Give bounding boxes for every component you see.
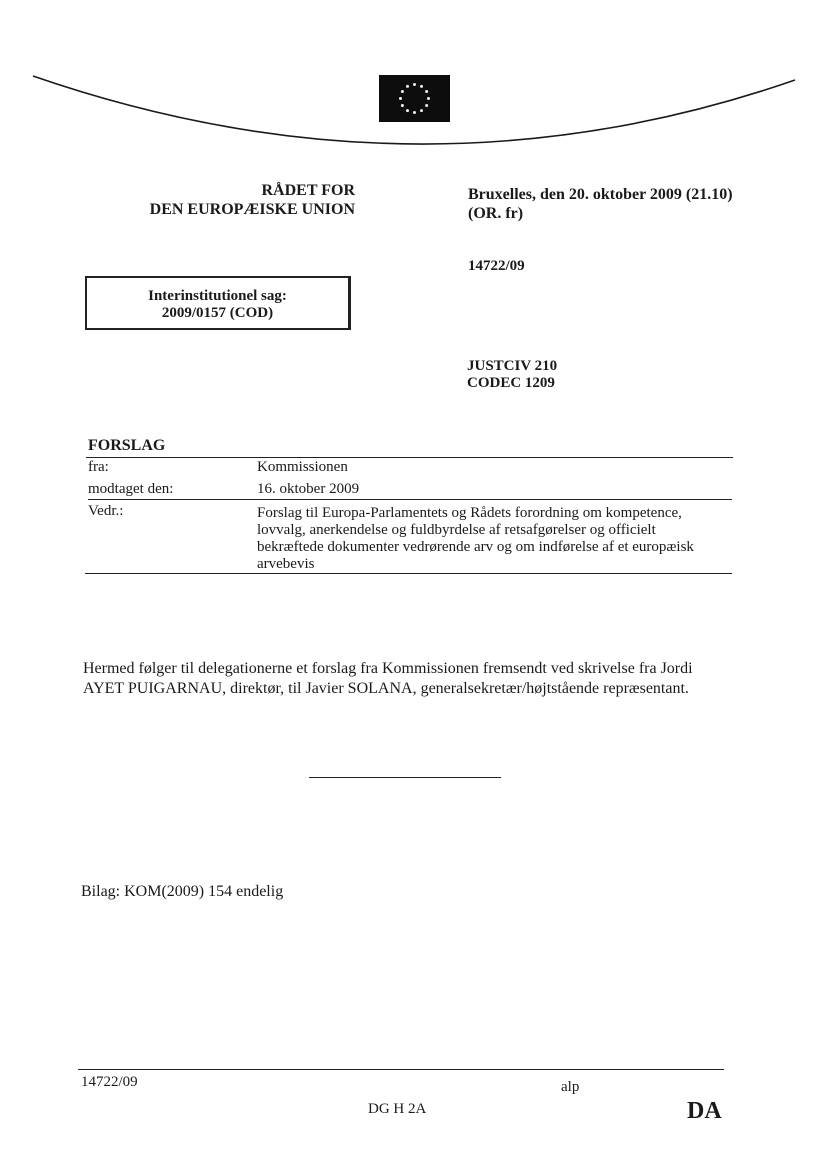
- flag-star: [399, 97, 402, 100]
- flag-star: [401, 90, 404, 93]
- from-value: Kommissionen: [257, 459, 348, 475]
- subject-line: Forslag til Europa-Parlamentets og Rådets forordning om kompetence,: [257, 505, 682, 521]
- institution-line-2: DEN EUROPÆISKE UNION: [149, 201, 355, 218]
- proposal-top-rule: [86, 457, 733, 458]
- footer-department: DG H 2A: [368, 1101, 427, 1117]
- subject-line: lovvalg, anerkendelse og fuldbyrdelse af retsafgørelser og officielt: [257, 522, 656, 538]
- code-justciv: JUSTCIV 210: [467, 358, 558, 374]
- footer-initials: alp: [561, 1079, 580, 1095]
- flag-star: [406, 109, 409, 112]
- subject-label: Vedr.:: [88, 503, 124, 519]
- subject-value: [257, 505, 732, 573]
- institution-line-1: RÅDET FOR: [261, 182, 355, 199]
- subject-line: bekræftede dokumenter vedrørende arv og om indførelse af et europæisk: [257, 539, 694, 555]
- body-paragraph: [83, 659, 803, 699]
- flag-star: [427, 97, 430, 100]
- flag-star: [425, 104, 428, 107]
- proposal-heading: FORSLAG: [88, 437, 166, 454]
- flag-star: [420, 109, 423, 112]
- body-line: Hermed følger til delegationerne et forslag fra Kommissionen fremsendt ved skrivelse fra Jordi: [83, 660, 693, 677]
- institution-name: [110, 181, 355, 219]
- proposal-bottom-rule: [85, 573, 732, 574]
- original-language: (OR. fr): [468, 205, 524, 222]
- received-label: modtaget den:: [88, 481, 174, 497]
- subject-line: arvebevis: [257, 556, 315, 572]
- code-codec: CODEC 1209: [467, 375, 555, 391]
- received-value: 16. oktober 2009: [257, 481, 360, 497]
- flag-star: [413, 83, 416, 86]
- flag-star: [406, 85, 409, 88]
- flag-star: [420, 85, 423, 88]
- from-label: fra:: [88, 459, 109, 475]
- annex-reference: Bilag: KOM(2009) 154 endelig: [81, 883, 284, 900]
- flag-star: [413, 111, 416, 114]
- footer-language: DA: [687, 1098, 722, 1124]
- interinstitutional-label: Interinstitutionel sag:: [148, 288, 287, 304]
- eu-flag-stars: [379, 75, 450, 122]
- classification-codes: [467, 358, 557, 392]
- document-number: 14722/09: [468, 258, 525, 274]
- footer-document-number: 14722/09: [81, 1074, 138, 1090]
- interinstitutional-ref: 2009/0157 (COD): [161, 305, 274, 321]
- footer-rule: [78, 1069, 724, 1070]
- date-line: Bruxelles, den 20. oktober 2009 (21.10): [468, 186, 733, 203]
- received-rule: [88, 499, 732, 500]
- separator-rule: [309, 777, 501, 778]
- flag-star: [401, 104, 404, 107]
- body-line: AYET PUIGARNAU, direktør, til Javier SOLANA, generalsekretær/højtstående repræsentant.: [83, 680, 689, 697]
- flag-star: [425, 90, 428, 93]
- date-block: [468, 185, 768, 223]
- interinstitutional-box: [85, 276, 351, 330]
- eu-flag-icon: [379, 75, 450, 122]
